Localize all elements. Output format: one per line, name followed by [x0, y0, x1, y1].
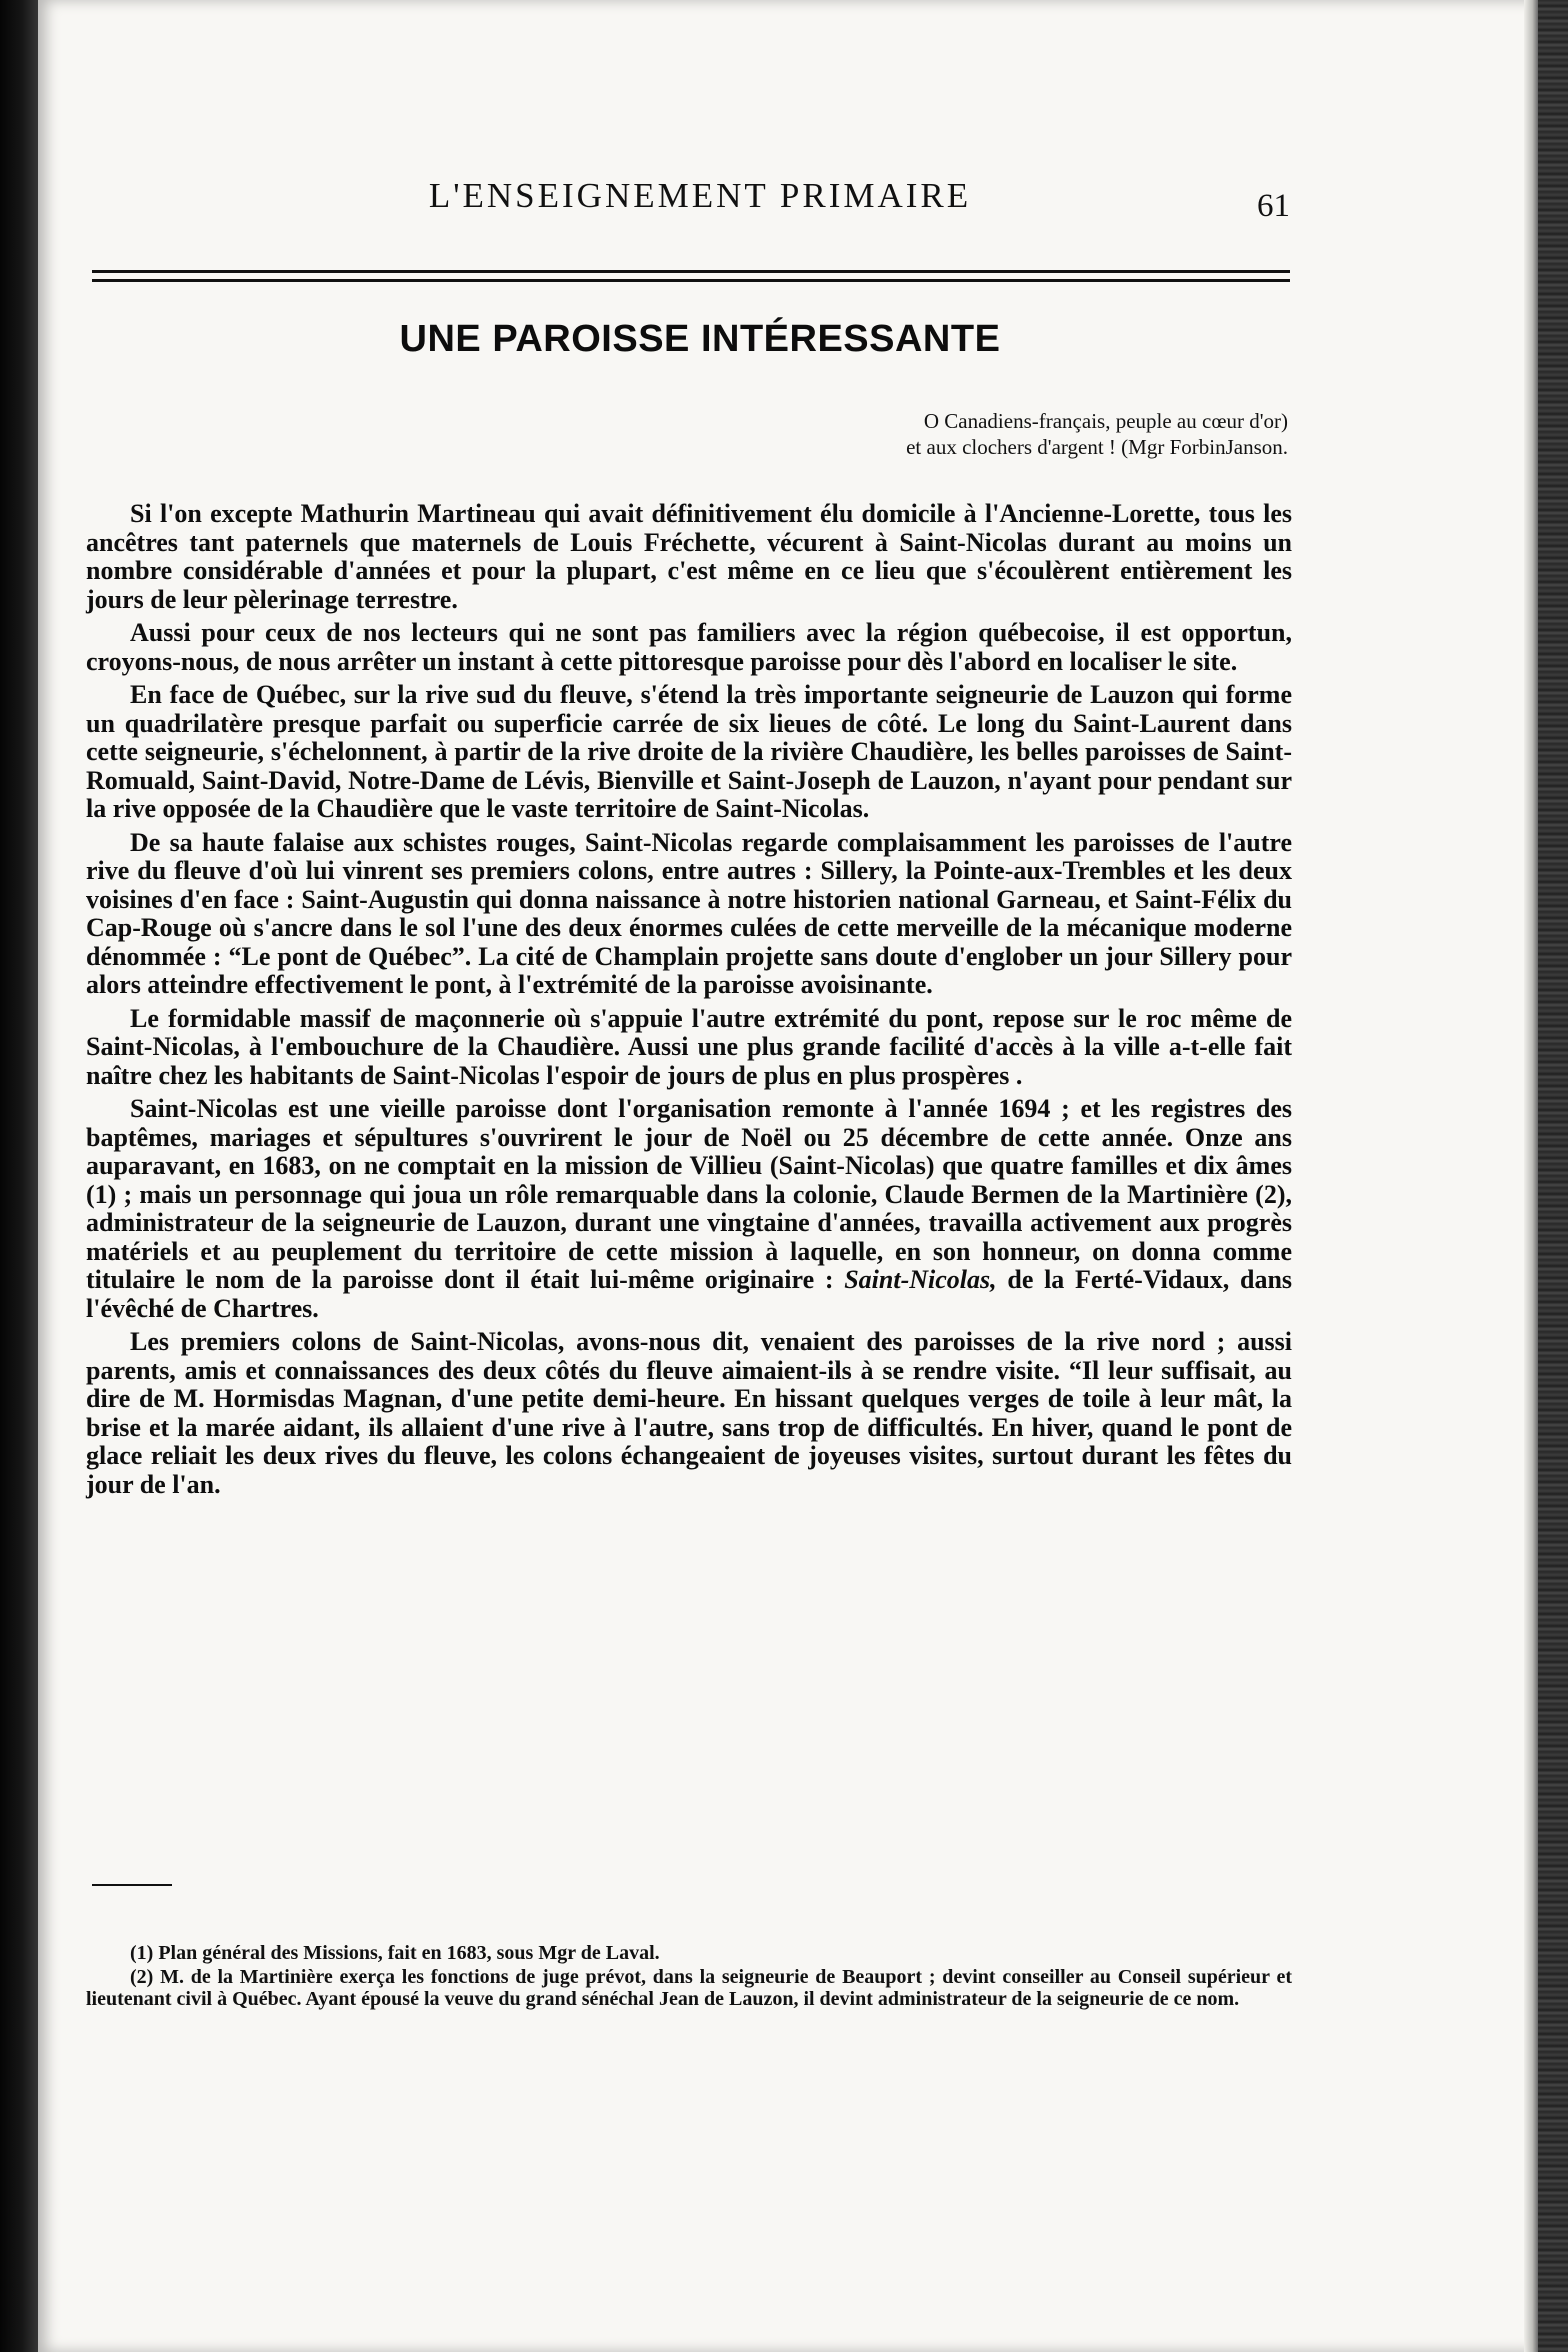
paragraph: De sa haute falaise aux schistes rouges, Saint-Nicolas regarde complaisamment les paroisses de l'autre rive du fleuve d'où lui vinrent ses premiers colons, entre autres : Sillery, la Pointe-aux-Trembles et les deux voisines d'en face : Saint-Augustin qui donna naissance à notre historien national Garneau, et Saint-Félix du Cap-Rouge où s'ancre dans le sol l'une des deux énormes culées de cette merveille de la mécanique moderne dénommée : “Le pont de Québec”. La cité de Champlain projette sans doute d'englober un jour Sillery pour alors atteindre effectivement le pont, à l'extrémité de la paroisse avoisinante. — [86, 827, 1292, 999]
italic-place-name: Saint-Nicolas, — [844, 1265, 997, 1294]
article-title: UNE PAROISSE INTÉRESSANTE — [399, 318, 1001, 360]
header-rule-bottom — [92, 279, 1290, 282]
article-body — [86, 500, 1292, 1499]
page-number: 61 — [1257, 188, 1290, 224]
paragraph-text: Saint-Nicolas est une vieille paroisse dont l'organisation remonte à l'année 1694 ; et les registres des baptêmes, mariages et sépultures s'ouvrirent le jour de Noël ou 25 décembre de cette année. Onze ans auparavant, en 1683, on ne comptait en la mission de Villieu (Saint-Nicolas) que quatre familles et dix âmes (1) ; mais un personnage qui joua un rôle remarquable dans la colonie, Claude Bermen de la Martinière (2), administrateur de la seigneurie de Lauzon, durant une vingtaine d'années, travailla activement aux progrès matériels et au peuplement du territoire de cette mission à laquelle, en son honneur, on donna comme titulaire le nom de la paroisse dont il était lui-même originaire : — [86, 1094, 1292, 1294]
footnote-rule — [92, 1884, 172, 1886]
paragraph: Si l'on excepte Mathurin Martineau qui avait définitivement élu domicile à l'Ancienne-Lorette, tous les ancêtres tant paternels que maternels de Louis Fréchette, vécurent à Saint-Nicolas durant au moins un nombre considérable d'années et pour la plupart, c'est même en ce lieu que s'écoulèrent entièrement les jours de leur pèlerinage terrestre. — [86, 499, 1292, 614]
epigraph-line: O Canadiens-français, peuple au cœur d'or) — [923, 409, 1288, 433]
paragraph: Les premiers colons de Saint-Nicolas, avons-nous dit, venaient des paroisses de la rive nord ; aussi parents, amis et connaissances des deux côtés du fleuve aimaient-ils à se rendre visite. “Il leur suffisait, au dire de M. Hormisdas Magnan, d'une petite demi-heure. En hissant quelques verges de toile à leur mât, la brise et la marée aidant, ils allaient d'une rive à l'autre, sans trop de difficultés. En hiver, quand le pont de glace reliait les deux rives du fleuve, les colons échangeaient de joyeuses visites, surtout durant les fêtes du jour de l'an. — [86, 1327, 1292, 1499]
paragraph: Le formidable massif de maçonnerie où s'appuie l'autre extrémité du pont, repose sur le roc même de Saint-Nicolas, à l'embouchure de la Chaudière. Aussi une plus grande facilité d'accès à la ville a-t-elle fait naître chez les habitants de Saint-Nicolas l'espoir de jours de plus en plus prospères . — [86, 1003, 1292, 1090]
scan-border-left — [0, 0, 40, 2352]
footnote: (2) M. de la Martinière exerça les fonctions de juge prévot, dans la seigneurie de Beauport ; devint conseiller au Conseil supérieur et lieutenant civil à Québec. Ayant épousé la veuve du grand sénéchal Jean de Lauzon, il devint administrateur de la seigneurie de ce nom. — [86, 1966, 1292, 2010]
page-edge — [1524, 0, 1538, 2352]
paragraph — [86, 1095, 1292, 1323]
epigraph-line: et aux clochers d'argent ! (Mgr ForbinJanson. — [906, 435, 1288, 459]
footnote: (1) Plan général des Missions, fait en 1683, sous Mgr de Laval. — [130, 1942, 660, 1964]
paragraph: En face de Québec, sur la rive sud du fleuve, s'étend la très importante seigneurie de Lauzon qui forme un quadrilatère presque parfait ou superficie carrée de six lieues de côté. Le long du Saint-Laurent dans cette seigneurie, s'échelonnent, à partir de la rive droite de la rivière Chaudière, les belles paroisses de Saint-Romuald, Saint-David, Notre-Dame de Lévis, Bienville et Saint-Joseph de Lauzon, n'ayant pour pendant sur la rive opposée de la Chaudière que le vaste territoire de Saint-Nicolas. — [86, 680, 1292, 823]
scan-border-right — [1538, 0, 1568, 2352]
running-head: L'ENSEIGNEMENT PRIMAIRE — [428, 176, 972, 215]
footnotes — [86, 1942, 1292, 2012]
epigraph — [640, 408, 1288, 460]
header-rule-top — [92, 270, 1290, 273]
paragraph-text: de la Ferté-Vidaux, dans l'évêché de Chartres. — [86, 1265, 1293, 1323]
paragraph: Aussi pour ceux de nos lecteurs qui ne sont pas familiers avec la région québecoise, il est opportun, croyons-nous, de nous arrêter un instant à cette pittoresque paroisse pour dès l'abord en localiser le site. — [86, 618, 1292, 676]
